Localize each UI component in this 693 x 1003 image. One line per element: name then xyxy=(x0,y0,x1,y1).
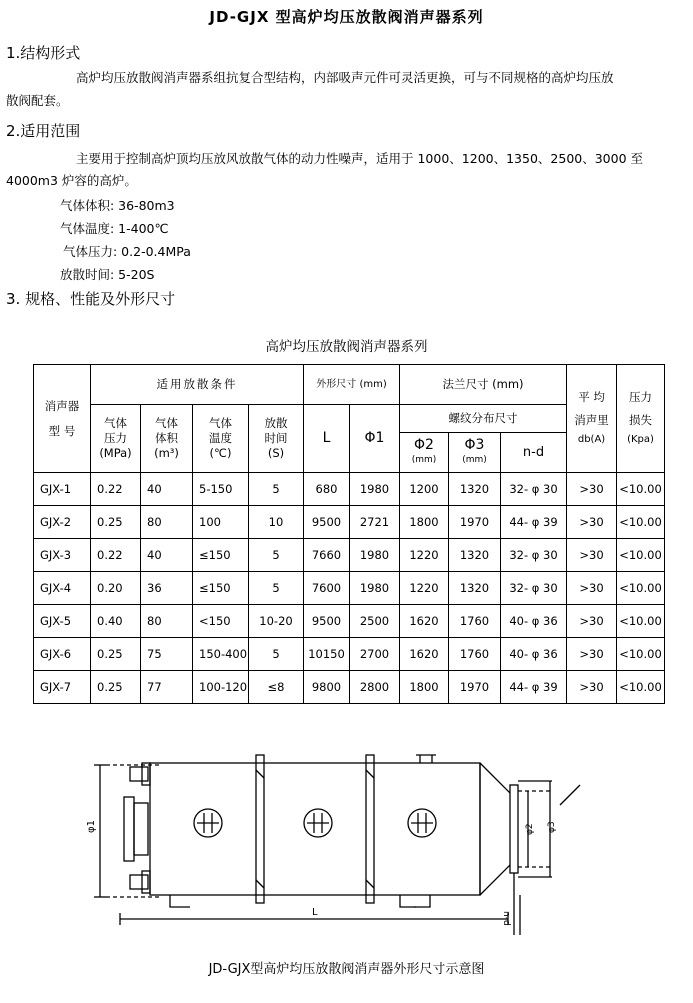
cell-phi1: 1980 xyxy=(350,473,400,506)
table-row xyxy=(34,572,665,605)
cell-pressure: 0.25 xyxy=(91,671,141,704)
header-phi3 xyxy=(449,433,501,473)
inspection-port-1 xyxy=(194,809,222,837)
cell-model: GJX-5 xyxy=(34,605,91,638)
cell-loss: <10.00 xyxy=(617,572,665,605)
cell-phi2: 1620 xyxy=(400,605,449,638)
cell-phi1: 2700 xyxy=(350,638,400,671)
cell-volume: 75 xyxy=(141,638,193,671)
label-nd: n-d xyxy=(501,911,511,926)
table-row xyxy=(34,638,665,671)
cell-volume: 40 xyxy=(141,473,193,506)
cell-volume: 40 xyxy=(141,539,193,572)
cell-temp: 100-120 xyxy=(193,671,249,704)
header-outer-dim: 外形尺寸 (mm) xyxy=(304,365,400,405)
header-model xyxy=(34,365,91,473)
cell-nd: 44- φ 39 xyxy=(501,506,567,539)
cell-loss: <10.00 xyxy=(617,506,665,539)
cell-pressure: 0.22 xyxy=(91,473,141,506)
cell-loss: <10.00 xyxy=(617,473,665,506)
header-L: L xyxy=(304,405,350,473)
header-conditions: 适用放散条件 xyxy=(91,365,304,405)
cell-model: GJX-7 xyxy=(34,671,91,704)
cell-phi3: 1970 xyxy=(449,506,501,539)
page-title: JD-GJX 型高炉均压放散阀消声器系列 xyxy=(209,8,484,26)
drawing-caption: JD-GJX型高炉均压放散阀消声器外形尺寸示意图 xyxy=(208,962,485,977)
cell-phi1: 2721 xyxy=(350,506,400,539)
cell-phi1: 1980 xyxy=(350,539,400,572)
cell-time: 5 xyxy=(249,572,304,605)
section-2-body-line2: 4000m3 炉容的高炉。 xyxy=(6,173,137,188)
phi2-dimension xyxy=(525,791,535,867)
cell-volume: 80 xyxy=(141,605,193,638)
cell-avg: >30 xyxy=(567,506,617,539)
header-phi3-unit: (mm) xyxy=(462,454,487,465)
header-pressure: 气体 压力 (MPa) xyxy=(91,405,141,473)
outlet-cone xyxy=(480,763,550,895)
header-loss-line1: 压力 xyxy=(629,390,653,404)
cell-phi2: 1220 xyxy=(400,572,449,605)
cell-temp: <150 xyxy=(193,605,249,638)
header-phi2-symbol: Φ2 xyxy=(414,436,434,453)
cell-phi2: 1200 xyxy=(400,473,449,506)
cell-loss: <10.00 xyxy=(617,638,665,671)
cell-time: 10 xyxy=(249,506,304,539)
cell-avg: >30 xyxy=(567,605,617,638)
cell-model: GJX-3 xyxy=(34,539,91,572)
cell-avg: >30 xyxy=(567,473,617,506)
cell-phi2: 1620 xyxy=(400,638,449,671)
cell-time: 5 xyxy=(249,638,304,671)
header-phi2 xyxy=(400,433,449,473)
label-phi1: φ1 xyxy=(86,820,97,833)
cell-phi3: 1760 xyxy=(449,638,501,671)
header-pressure-loss xyxy=(617,365,665,473)
cell-phi3: 1760 xyxy=(449,605,501,638)
label-phi3: φ3 xyxy=(547,821,557,833)
inspection-port-2 xyxy=(304,809,332,837)
label-L: L xyxy=(312,907,318,918)
header-loss-line2: 损失 xyxy=(629,413,653,427)
cell-phi1: 2500 xyxy=(350,605,400,638)
cell-volume: 80 xyxy=(141,506,193,539)
cell-temp: 150-400 xyxy=(193,638,249,671)
cell-phi3: 1970 xyxy=(449,671,501,704)
header-model-line2: 型 号 xyxy=(48,423,76,438)
inspection-port-3 xyxy=(408,809,436,837)
gas-pressure: 气体压力: 0.2-0.4MPa xyxy=(63,244,191,259)
spec-table xyxy=(33,364,665,704)
cell-nd: 32- φ 30 xyxy=(501,572,567,605)
cell-phi2: 1800 xyxy=(400,506,449,539)
cell-model: GJX-1 xyxy=(34,473,91,506)
cell-L: 10150 xyxy=(304,638,350,671)
release-time: 放散时间: 5-20S xyxy=(60,267,155,282)
cell-phi2: 1800 xyxy=(400,671,449,704)
header-temp: 气体 温度 (℃) xyxy=(193,405,249,473)
gas-temperature: 气体温度: 1-400℃ xyxy=(60,221,169,236)
cell-temp: ≤150 xyxy=(193,539,249,572)
cell-loss: <10.00 xyxy=(617,605,665,638)
cell-nd: 40- φ 36 xyxy=(501,638,567,671)
cell-model: GJX-2 xyxy=(34,506,91,539)
header-bolt-distribution: 螺纹分布尺寸 xyxy=(400,405,567,433)
main-body xyxy=(150,755,480,903)
header-phi3-symbol: Φ3 xyxy=(464,436,485,453)
cell-phi1: 2800 xyxy=(350,671,400,704)
header-avg-line1: 平 均 xyxy=(578,390,605,404)
cell-phi3: 1320 xyxy=(449,572,501,605)
gas-volume: 气体体积: 36-80m3 xyxy=(60,198,175,213)
cell-nd: 32- φ 30 xyxy=(501,473,567,506)
cell-loss: <10.00 xyxy=(617,671,665,704)
cell-phi3: 1320 xyxy=(449,539,501,572)
header-loss-line3: (Kpa) xyxy=(627,434,654,445)
table-row xyxy=(34,506,665,539)
cell-L: 9800 xyxy=(304,671,350,704)
cell-temp: ≤150 xyxy=(193,572,249,605)
cell-loss: <10.00 xyxy=(617,539,665,572)
cell-nd: 32- φ 30 xyxy=(501,539,567,572)
cell-L: 680 xyxy=(304,473,350,506)
length-dimension xyxy=(120,907,508,925)
header-avg-line2: 消声里 xyxy=(574,413,609,427)
cell-phi3: 1320 xyxy=(449,473,501,506)
cell-volume: 77 xyxy=(141,671,193,704)
cell-avg: >30 xyxy=(567,671,617,704)
cell-temp: 100 xyxy=(193,506,249,539)
header-nd: n-d xyxy=(501,433,567,473)
section-2-body-line1: 主要用于控制高炉顶均压放风放散气体的动力性噪声，适用于 1000、1200、1350、2500、3000 至 xyxy=(76,151,644,166)
cell-phi1: 1980 xyxy=(350,572,400,605)
table-row xyxy=(34,671,665,704)
section-2-heading: 2.适用范围 xyxy=(6,122,81,140)
header-phi2-unit: (mm) xyxy=(411,454,437,465)
nd-dimension xyxy=(501,873,520,935)
section-1-body-line2: 散阀配套。 xyxy=(6,93,69,108)
cell-avg: >30 xyxy=(567,539,617,572)
cell-L: 9500 xyxy=(304,506,350,539)
inlet-flanges xyxy=(124,763,150,893)
table-row xyxy=(34,539,665,572)
cell-model: GJX-6 xyxy=(34,638,91,671)
table-caption: 高炉均压放散阀消声器系列 xyxy=(265,339,428,355)
cell-model: GJX-4 xyxy=(34,572,91,605)
table-row xyxy=(34,473,665,506)
header-volume: 气体 体积 (m³) xyxy=(141,405,193,473)
cell-time: 5 xyxy=(249,539,304,572)
header-model-line1: 消声器 xyxy=(44,398,80,413)
cell-L: 7600 xyxy=(304,572,350,605)
support-legs xyxy=(170,895,430,907)
cell-phi2: 1220 xyxy=(400,539,449,572)
cell-avg: >30 xyxy=(567,638,617,671)
label-phi2: φ2 xyxy=(525,823,535,835)
cell-pressure: 0.25 xyxy=(91,638,141,671)
cell-avg: >30 xyxy=(567,572,617,605)
section-1-heading: 1.结构形式 xyxy=(6,44,81,62)
cell-L: 7660 xyxy=(304,539,350,572)
cell-time: 10-20 xyxy=(249,605,304,638)
cell-nd: 44- φ 39 xyxy=(501,671,567,704)
section-3-heading: 3. 规格、性能及外形尺寸 xyxy=(6,290,176,308)
header-phi1: Φ1 xyxy=(350,405,400,473)
cell-pressure: 0.20 xyxy=(91,572,141,605)
header-avg-line3: db(A) xyxy=(577,434,606,445)
header-flange: 法兰尺寸 (mm) xyxy=(400,365,567,405)
cell-pressure: 0.40 xyxy=(91,605,141,638)
cell-time: 5 xyxy=(249,473,304,506)
header-avg-reduction xyxy=(567,365,617,473)
cell-L: 9500 xyxy=(304,605,350,638)
section-1-body-line1: 高炉均压放散阀消声器系组抗复合型结构，内部吸声元件可灵活更换，可与不同规格的高炉均压放 xyxy=(76,70,614,85)
header-time: 放散 时间 (S) xyxy=(249,405,304,473)
cell-pressure: 0.25 xyxy=(91,506,141,539)
cell-volume: 36 xyxy=(141,572,193,605)
cell-pressure: 0.22 xyxy=(91,539,141,572)
cell-time: ≤8 xyxy=(249,671,304,704)
cell-nd: 40- φ 36 xyxy=(501,605,567,638)
cell-temp: 5-150 xyxy=(193,473,249,506)
silencer-outline-drawing xyxy=(80,745,600,945)
table-row xyxy=(34,605,665,638)
